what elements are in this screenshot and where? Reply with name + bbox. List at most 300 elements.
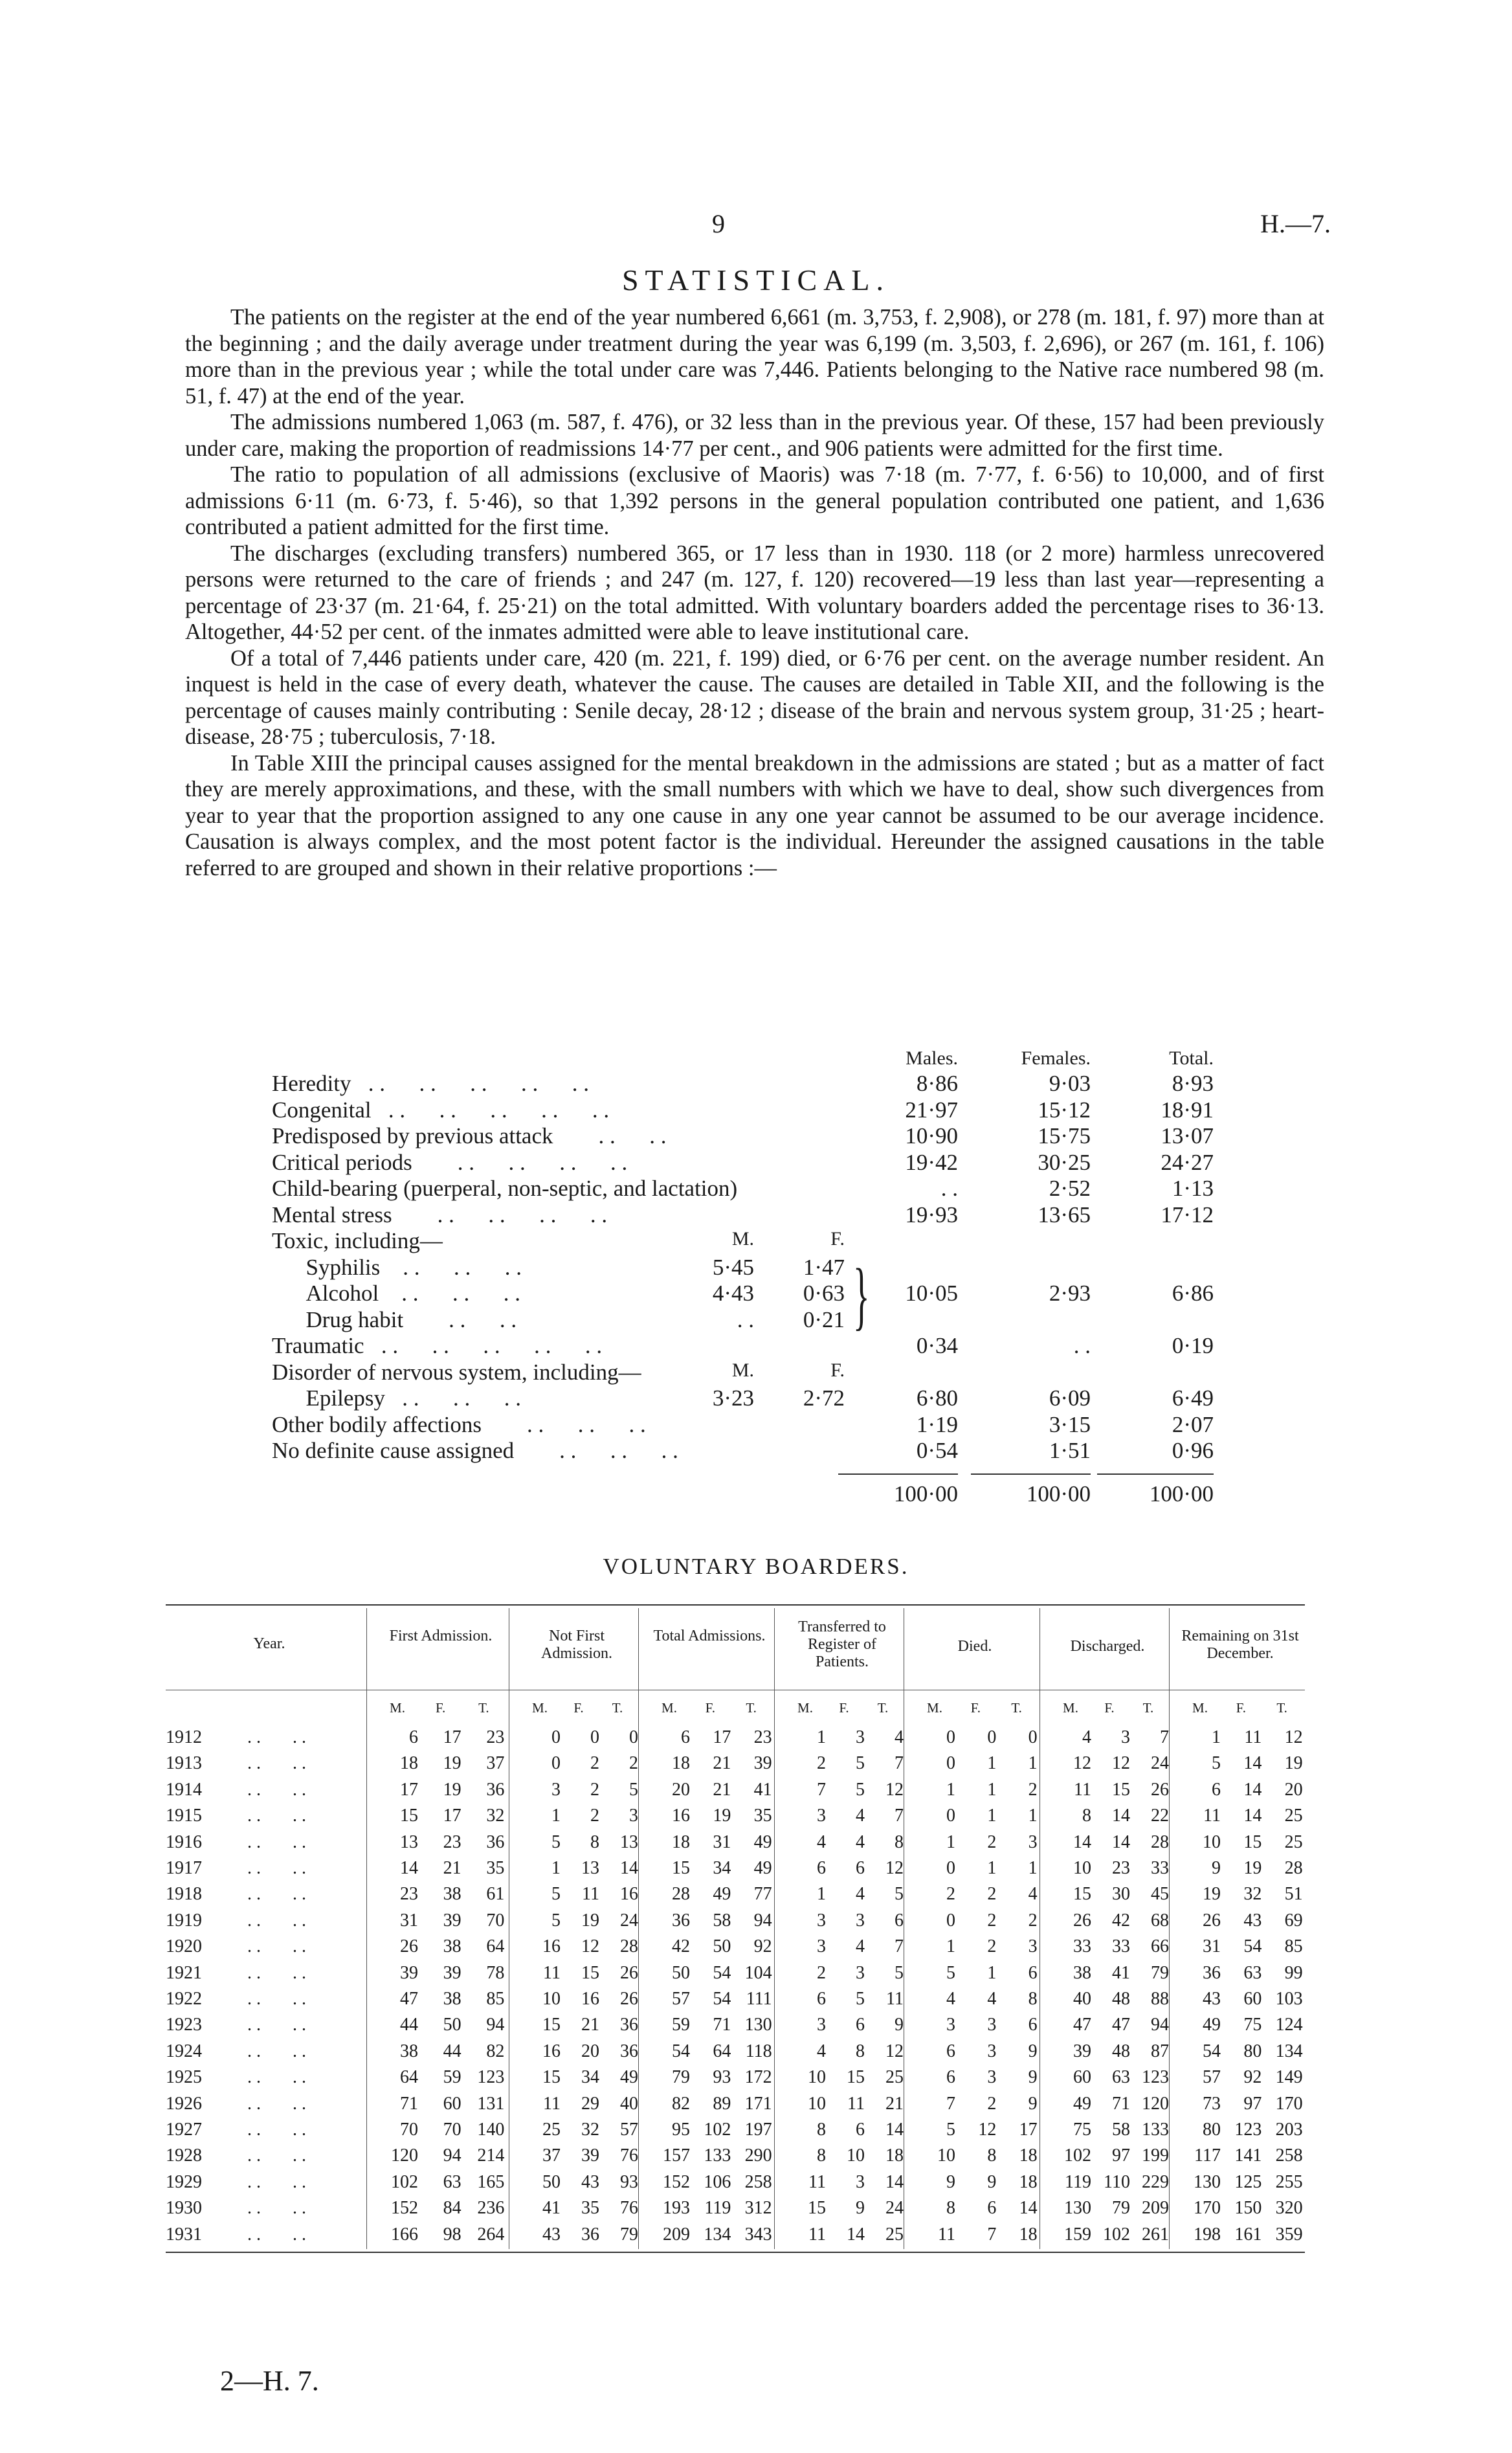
table-cell: 79 <box>620 2224 638 2245</box>
females-value: 13·65 <box>1038 1202 1091 1227</box>
table-cell: 11 <box>808 2224 826 2245</box>
sub-header: T. <box>1142 1700 1154 1716</box>
table-cell: 0 <box>987 1727 997 1747</box>
table-cell: 43 <box>1203 1989 1221 2009</box>
total-header: Total. <box>1169 1047 1214 1069</box>
table-cell: 3 <box>1028 1936 1038 1957</box>
table-cell: 39 <box>581 2145 599 2166</box>
table-cell: 8 <box>590 1831 599 1852</box>
table-cell: 23 <box>443 1831 461 1852</box>
table-cell: 50 <box>443 2015 461 2035</box>
table-cell: 32 <box>1243 1884 1262 1905</box>
group-header: Total Admissions. <box>653 1628 766 1644</box>
table-cell: 78 <box>486 1962 505 1983</box>
table-cell: 4 <box>817 2041 826 2061</box>
table-cell: 106 <box>704 2171 731 2192</box>
total-value: 24·27 <box>1161 1149 1214 1175</box>
year-cell: 1923 . . . . <box>166 2015 306 2035</box>
column-divider <box>366 1608 367 2249</box>
table-cell: 94 <box>753 1910 772 1931</box>
sub-male-value: 4·43 <box>712 1281 754 1306</box>
table-cell: 54 <box>1203 2041 1221 2061</box>
table-cell: 18 <box>1019 2171 1038 2192</box>
table-cell: 49 <box>753 1858 772 1878</box>
table-cell: 1 <box>1028 1753 1038 1774</box>
table-cell: 11 <box>1244 1727 1262 1747</box>
table-cell: 6 <box>946 2067 955 2088</box>
table-cell: 43 <box>542 2224 561 2245</box>
table-cell: 120 <box>391 2145 418 2166</box>
cause-label: Drug habit . . . . <box>272 1306 517 1332</box>
causation-table <box>272 1047 1243 1507</box>
table-cell: 152 <box>663 2171 690 2192</box>
table-cell: 29 <box>581 2093 599 2114</box>
sub-header: F. <box>573 1700 584 1716</box>
table-cell: 57 <box>620 2120 638 2140</box>
table-cell: 17 <box>443 1806 461 1826</box>
table-cell: 8 <box>817 2120 826 2140</box>
table-cell: 26 <box>1073 1910 1091 1931</box>
table-cell: 66 <box>1151 1936 1169 1957</box>
table-cell: 7 <box>895 1753 904 1774</box>
table-cell: 94 <box>1151 2015 1169 2035</box>
table-cell: 4 <box>856 1936 865 1957</box>
table-cell: 18 <box>672 1831 690 1852</box>
table-cell: 1 <box>551 1806 561 1826</box>
table-cell: 119 <box>1065 2171 1091 2192</box>
table-cell: 258 <box>1275 2145 1303 2166</box>
table-cell: 47 <box>1073 2015 1091 2035</box>
table-cell: 123 <box>477 2067 505 2088</box>
table-cell: 103 <box>1275 1989 1303 2009</box>
sub-female-value: 0·21 <box>803 1306 845 1332</box>
table-cell: 38 <box>443 1884 461 1905</box>
group-header: Transferred to Register of Patients. <box>798 1619 886 1670</box>
table-cell: 25 <box>1284 1806 1303 1826</box>
table-cell: 8 <box>946 2198 955 2219</box>
table-cell: 6 <box>987 2198 997 2219</box>
table-cell: 6 <box>856 2120 865 2140</box>
table-cell: 261 <box>1142 2224 1169 2245</box>
table-cell: 32 <box>581 2120 599 2140</box>
table-cell: 165 <box>477 2171 505 2192</box>
table-cell: 4 <box>817 1831 826 1852</box>
table-cell: 3 <box>817 1806 826 1826</box>
sub-header: T. <box>612 1700 623 1716</box>
causation-row <box>272 1360 1243 1386</box>
body-text <box>185 304 1324 881</box>
table-cell: 76 <box>620 2198 638 2219</box>
table-cell: 43 <box>581 2171 599 2192</box>
table-cell: 9 <box>987 2171 997 2192</box>
column-divider <box>774 1608 775 2249</box>
table-top-rule <box>166 1604 1305 1606</box>
table-cell: 7 <box>817 1779 826 1800</box>
table-cell: 102 <box>1064 2145 1091 2166</box>
table-cell: 85 <box>1284 1936 1303 1957</box>
table-cell: 21 <box>581 2015 599 2035</box>
table-cell: 8 <box>1082 1806 1091 1826</box>
females-total: 100·00 <box>1026 1481 1091 1507</box>
group-header: Not First Admission. <box>540 1628 612 1662</box>
group-header: Died. <box>957 1638 992 1655</box>
table-cell: 5 <box>551 1884 561 1905</box>
table-cell: 59 <box>672 2015 690 2035</box>
table-cell: 5 <box>551 1831 561 1852</box>
table-cell: 28 <box>1151 1831 1169 1852</box>
table-cell: 94 <box>486 2015 505 2035</box>
table-cell: 8 <box>817 2145 826 2166</box>
table-bottom-rule <box>166 2252 1305 2253</box>
table-cell: 35 <box>486 1858 505 1878</box>
table-cell: 1 <box>1028 1806 1038 1826</box>
table-cell: 118 <box>745 2041 772 2061</box>
table-cell: 5 <box>551 1910 561 1931</box>
table-cell: 18 <box>1019 2145 1038 2166</box>
table-cell: 49 <box>620 2067 638 2088</box>
paragraph: The discharges (excluding transfers) numbered 365, or 17 less than in 1930. 118 (or 2 more) harmless unrecovered persons were returned to the care of friends ; and 247 (m. 127, f. 120) recovered—19 less than last year—representing a percentage of 23·37 (m. 21·64, f. 25·21) on the total admitted. With voluntary boarders added the percentage rises to 36·13. Altogether, 44·52 per cent. of the inmates admitted were able to leave institutional care. <box>185 541 1324 644</box>
table-cell: 133 <box>704 2145 731 2166</box>
cause-label: Congenital . . . . . . . . . . <box>272 1097 610 1123</box>
table-cell: 10 <box>1073 1858 1091 1878</box>
total-rule <box>971 1473 1091 1475</box>
table-cell: 92 <box>1243 2067 1262 2088</box>
table-cell: 17 <box>1019 2120 1038 2140</box>
table-cell: 359 <box>1275 2224 1303 2245</box>
sub-header: F. <box>970 1700 981 1716</box>
table-cell: 2 <box>987 1936 997 1957</box>
table-cell: 2 <box>817 1753 826 1774</box>
table-cell: 6 <box>1212 1779 1221 1800</box>
table-cell: 44 <box>400 2015 418 2035</box>
table-cell: 45 <box>1151 1884 1169 1905</box>
total-value: 13·07 <box>1161 1123 1214 1148</box>
paragraph: The admissions numbered 1,063 (m. 587, f. 476), or 32 less than in the previous year. Of these, 157 had been previously under care, making the proportion of readmissions 14·77 per cent., and 906 patients were admitted for the first time. <box>185 410 1324 461</box>
table-cell: 161 <box>1234 2224 1262 2245</box>
table-cell: 54 <box>713 1962 731 1983</box>
table-cell: 79 <box>672 2067 690 2088</box>
table-cell: 7 <box>946 2093 955 2114</box>
table-cell: 12 <box>978 2120 997 2140</box>
table-cell: 12 <box>1284 1727 1303 1747</box>
causation-row <box>272 1307 1243 1334</box>
table-cell: 119 <box>704 2198 731 2219</box>
table-cell: 14 <box>885 2120 904 2140</box>
table-cell: 157 <box>663 2145 690 2166</box>
causation-row <box>272 1412 1243 1439</box>
year-cell: 1931 . . . . <box>166 2224 306 2245</box>
year-cell: 1913 . . . . <box>166 1753 306 1774</box>
table-cell: 102 <box>704 2120 731 2140</box>
table-cell: 1 <box>987 1858 997 1878</box>
table-cell: 6 <box>409 1727 418 1747</box>
table-cell: 3 <box>817 2015 826 2035</box>
males-value: 19·93 <box>905 1202 958 1227</box>
table-cell: 11 <box>543 1962 561 1983</box>
table-cell: 198 <box>1194 2224 1221 2245</box>
table-cell: 110 <box>1104 2171 1130 2192</box>
sub-female-value: F. <box>830 1228 845 1249</box>
table-cell: 88 <box>1151 1989 1169 2009</box>
table-cell: 92 <box>753 1936 772 1957</box>
sub-female-value: 2·72 <box>803 1385 845 1411</box>
table-cell: 58 <box>1112 2120 1130 2140</box>
cause-label: Other bodily affections . . . . . . <box>272 1411 646 1437</box>
table-cell: 16 <box>542 2041 561 2061</box>
table-cell: 0 <box>629 1727 638 1747</box>
table-cell: 3 <box>551 1779 561 1800</box>
table-cell: 4 <box>1028 1884 1038 1905</box>
table-cell: 15 <box>672 1858 690 1878</box>
table-cell: 4 <box>856 1831 865 1852</box>
causation-row <box>272 1255 1243 1281</box>
table-cell: 26 <box>1203 1910 1221 1931</box>
table-cell: 3 <box>1028 1831 1038 1852</box>
table-cell: 3 <box>1121 1727 1130 1747</box>
table-cell: 11 <box>886 1989 904 2009</box>
table-cell: 10 <box>808 2067 826 2088</box>
sub-female-value: F. <box>830 1359 845 1381</box>
table-cell: 79 <box>1112 2198 1130 2219</box>
table-cell: 20 <box>1284 1779 1303 1800</box>
table-cell: 123 <box>1142 2067 1169 2088</box>
table-cell: 73 <box>1203 2093 1221 2114</box>
table-cell: 14 <box>1073 1831 1091 1852</box>
table-cell: 3 <box>817 1936 826 1957</box>
table-cell: 47 <box>400 1989 418 2009</box>
total-rule <box>838 1473 958 1475</box>
table-cell: 34 <box>581 2067 599 2088</box>
males-header: Males. <box>906 1047 958 1069</box>
table-cell: 26 <box>400 1936 418 1957</box>
table-cell: 3 <box>987 2015 997 2035</box>
table-cell: 48 <box>1112 1989 1130 2009</box>
table-cell: 13 <box>581 1858 599 1878</box>
table-cell: 24 <box>885 2198 904 2219</box>
sub-male-value: M. <box>731 1228 754 1249</box>
table-cell: 17 <box>713 1727 731 1747</box>
table-cell: 87 <box>1151 2041 1169 2061</box>
males-value: 1·19 <box>916 1411 958 1437</box>
table-cell: 95 <box>672 2120 690 2140</box>
table-cell: 2 <box>987 1910 997 1931</box>
table-cell: 170 <box>1194 2198 1221 2219</box>
table-cell: 320 <box>1275 2198 1303 2219</box>
sub-header: F. <box>436 1700 446 1716</box>
cause-label: Alcohol . . . . . . <box>272 1281 521 1306</box>
table-cell: 2 <box>590 1779 599 1800</box>
table-cell: 63 <box>1243 1962 1262 1983</box>
table-cell: 39 <box>400 1962 418 1983</box>
sub-header: F. <box>1104 1700 1115 1716</box>
table-cell: 1 <box>987 1806 997 1826</box>
table-cell: 61 <box>486 1884 505 1905</box>
table-cell: 20 <box>672 1779 690 1800</box>
table-cell: 3 <box>856 1727 865 1747</box>
table-cell: 16 <box>620 1884 638 1905</box>
table-cell: 6 <box>895 1910 904 1931</box>
table-cell: 9 <box>1028 2093 1038 2114</box>
table-cell: 10 <box>542 1989 561 2009</box>
total-value: 8·93 <box>1172 1071 1214 1096</box>
total-value: 6·49 <box>1172 1385 1214 1411</box>
table-cell: 12 <box>581 1936 599 1957</box>
males-value: 19·42 <box>905 1149 958 1175</box>
table-cell: 134 <box>1275 2041 1303 2061</box>
table-cell: 44 <box>443 2041 461 2061</box>
table-cell: 41 <box>753 1779 772 1800</box>
table-cell: 7 <box>895 1806 904 1826</box>
total-value: 1·13 <box>1172 1176 1214 1201</box>
table-cell: 38 <box>443 1989 461 2009</box>
table-cell: 258 <box>744 2171 772 2192</box>
table-cell: 9 <box>946 2171 955 2192</box>
table-cell: 236 <box>477 2198 505 2219</box>
table-cell: 4 <box>856 1806 865 1826</box>
table-cell: 6 <box>856 2015 865 2035</box>
table-cell: 20 <box>581 2041 599 2061</box>
table-cell: 11 <box>808 2171 826 2192</box>
table-cell: 102 <box>391 2171 418 2192</box>
table-cell: 14 <box>400 1858 418 1878</box>
table-cell: 141 <box>1234 2145 1262 2166</box>
table-cell: 23 <box>486 1727 505 1747</box>
table-cell: 71 <box>400 2093 418 2114</box>
table-cell: 172 <box>744 2067 772 2088</box>
footer-reference: 2—H. 7. <box>220 2365 319 2397</box>
table-cell: 11 <box>938 2224 955 2245</box>
table-cell: 82 <box>486 2041 505 2061</box>
females-value: 6·09 <box>1049 1385 1091 1411</box>
table-cell: 36 <box>620 2041 638 2061</box>
table-cell: 70 <box>486 1910 505 1931</box>
cause-label: Toxic, including— <box>272 1228 443 1253</box>
males-value: . . <box>940 1176 958 1201</box>
causation-row <box>272 1202 1243 1229</box>
table-cell: 6 <box>946 2041 955 2061</box>
table-cell: 36 <box>581 2224 599 2245</box>
table-cell: 23 <box>753 1727 772 1747</box>
males-value: 10·05 <box>905 1281 958 1306</box>
table-cell: 9 <box>1212 1858 1221 1878</box>
table-cell: 0 <box>551 1727 561 1747</box>
table-cell: 89 <box>713 2093 731 2114</box>
table-cell: 8 <box>856 2041 865 2061</box>
males-value: 0·34 <box>916 1333 958 1358</box>
table-cell: 123 <box>1234 2120 1262 2140</box>
table-cell: 8 <box>987 2145 997 2166</box>
sub-header: T. <box>1276 1700 1287 1716</box>
table-cell: 16 <box>542 1936 561 1957</box>
table-cell: 94 <box>443 2145 461 2166</box>
table-cell: 50 <box>542 2171 561 2192</box>
table-cell: 41 <box>542 2198 561 2219</box>
table-cell: 60 <box>1243 1989 1262 2009</box>
table-cell: 1 <box>551 1858 561 1878</box>
table-cell: 43 <box>1243 1910 1262 1931</box>
table-cell: 38 <box>443 1936 461 1957</box>
cause-label: Critical periods . . . . . . . . <box>272 1149 628 1175</box>
table-cell: 1 <box>817 1884 826 1905</box>
table-cell: 17 <box>443 1727 461 1747</box>
females-value: . . <box>1073 1333 1091 1358</box>
table-cell: 3 <box>987 2041 997 2061</box>
table-cell: 51 <box>1284 1884 1303 1905</box>
table-cell: 93 <box>620 2171 638 2192</box>
table-cell: 25 <box>1284 1831 1303 1852</box>
table-cell: 8 <box>895 1831 904 1852</box>
table-cell: 31 <box>713 1831 731 1852</box>
table-cell: 0 <box>946 1910 955 1931</box>
table-cell: 6 <box>1028 1962 1038 1983</box>
table-cell: 264 <box>477 2224 505 2245</box>
cause-label: Epilepsy . . . . . . <box>272 1385 521 1411</box>
year-cell: 1915 . . . . <box>166 1806 306 1826</box>
voluntary-boarders-title: VOLUNTARY BOARDERS. <box>603 1554 909 1579</box>
table-cell: 0 <box>946 1858 955 1878</box>
table-cell: 36 <box>672 1910 690 1931</box>
cause-label: Mental stress . . . . . . . . <box>272 1202 608 1227</box>
table-cell: 41 <box>1112 1962 1130 1983</box>
table-cell: 71 <box>1112 2093 1130 2114</box>
table-cell: 75 <box>1243 2015 1262 2035</box>
table-cell: 54 <box>713 1989 731 2009</box>
table-cell: 15 <box>542 2015 561 2035</box>
females-value: 30·25 <box>1038 1149 1091 1175</box>
table-cell: 15 <box>542 2067 561 2088</box>
table-cell: 49 <box>1203 2015 1221 2035</box>
year-cell: 1917 . . . . <box>166 1858 306 1878</box>
table-cell: 34 <box>713 1858 731 1878</box>
causation-row <box>272 1176 1243 1202</box>
table-cell: 7 <box>895 1936 904 1957</box>
table-cell: 0 <box>590 1727 599 1747</box>
table-cell: 120 <box>1142 2093 1169 2114</box>
table-cell: 37 <box>486 1753 505 1774</box>
grand-total: 100·00 <box>1149 1481 1214 1507</box>
table-cell: 71 <box>713 2015 731 2035</box>
table-cell: 98 <box>443 2224 461 2245</box>
table-cell: 21 <box>885 2093 904 2114</box>
table-cell: 39 <box>1073 2041 1091 2061</box>
cause-label: No definite cause assigned . . . . . . <box>272 1438 678 1463</box>
table-cell: 12 <box>885 1858 904 1878</box>
sub-header: M. <box>390 1700 405 1716</box>
table-cell: 30 <box>1112 1884 1130 1905</box>
table-cell: 1 <box>1028 1858 1038 1878</box>
females-header: Females. <box>1021 1047 1091 1069</box>
table-cell: 2 <box>629 1753 638 1774</box>
table-cell: 68 <box>1151 1910 1169 1931</box>
table-cell: 36 <box>620 2015 638 2035</box>
table-cell: 11 <box>582 1884 599 1905</box>
table-cell: 1 <box>817 1727 826 1747</box>
table-cell: 104 <box>744 1962 772 1983</box>
sub-header: M. <box>662 1700 677 1716</box>
table-cell: 21 <box>713 1779 731 1800</box>
table-cell: 75 <box>1073 2120 1091 2140</box>
total-value: 6·86 <box>1172 1281 1214 1306</box>
table-cell: 134 <box>704 2224 731 2245</box>
table-cell: 80 <box>1243 2041 1262 2061</box>
year-cell: 1926 . . . . <box>166 2093 306 2114</box>
table-cell: 125 <box>1234 2171 1262 2192</box>
table-cell: 15 <box>400 1806 418 1826</box>
table-cell: 5 <box>856 1753 865 1774</box>
year-cell: 1914 . . . . <box>166 1779 306 1800</box>
table-cell: 28 <box>672 1884 690 1905</box>
column-divider <box>1169 1608 1170 2249</box>
